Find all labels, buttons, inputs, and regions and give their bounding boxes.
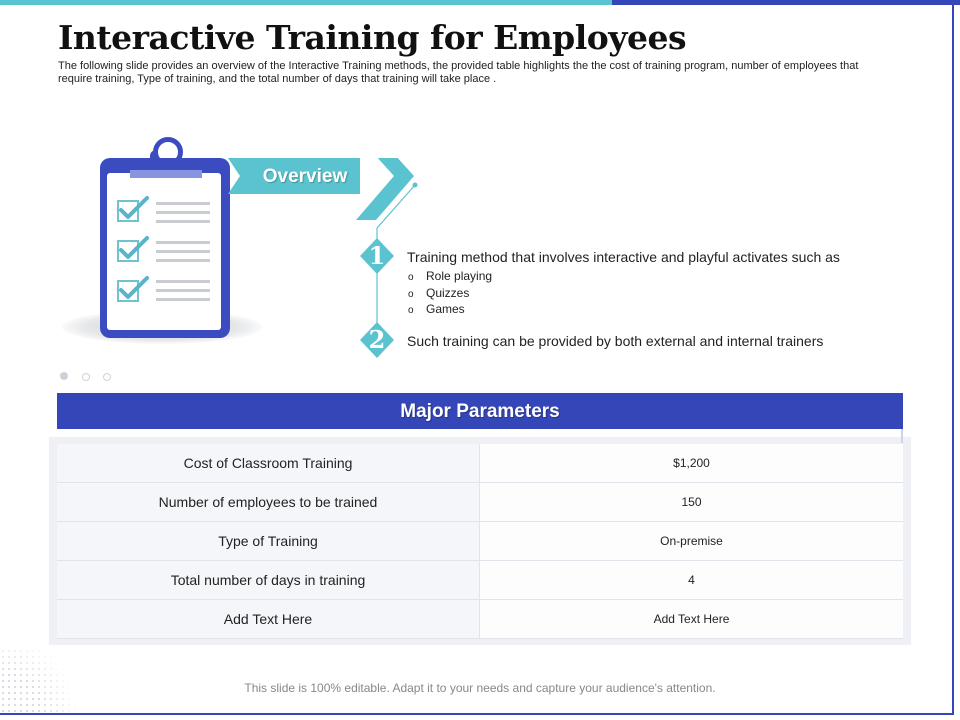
checklist-line — [156, 289, 210, 292]
checklist-line — [156, 250, 210, 253]
param-label: Number of employees to be trained — [57, 483, 480, 522]
check-mark-icon — [117, 194, 151, 222]
slide-footer: This slide is 100% editable. Adapt it to your needs and capture your audience's attention. — [244, 681, 716, 695]
step-1-text: Training method that involves interactive and playful activates such as — [407, 249, 840, 265]
table-row — [57, 444, 903, 483]
overview-label: Overview — [262, 166, 348, 187]
param-value: 4 — [480, 561, 904, 600]
param-value: 150 — [480, 483, 904, 522]
param-value: Add Text Here — [480, 600, 904, 639]
dot — [82, 373, 90, 381]
table-header-edge — [901, 429, 903, 443]
list-item — [408, 285, 492, 302]
table-row — [57, 600, 903, 639]
param-value: $1,200 — [480, 444, 904, 483]
slide-title: Interactive Training for Employees — [58, 18, 687, 57]
checklist-line — [156, 211, 210, 214]
table-row — [57, 561, 903, 600]
table-row — [57, 522, 903, 561]
step-1-number: 1 — [368, 241, 386, 270]
step-2-text: Such training can be provided by both external and internal trainers — [407, 333, 824, 349]
table-header: Major Parameters — [57, 393, 903, 429]
bullet-text: Role playing — [426, 269, 493, 283]
parameters-table — [57, 444, 903, 639]
param-label: Type of Training — [57, 522, 480, 561]
slide-subtitle: The following slide provides an overview of the Interactive Training methods, the provided table highlights the the cost of training program, number of employees that require training, Type of training, and the total number of days that training will take place . — [58, 60, 859, 85]
bullet-text: Games — [426, 302, 465, 316]
checklist-line — [156, 220, 210, 223]
list-item — [408, 301, 492, 318]
list-item — [408, 268, 492, 285]
slide-border-bottom — [0, 713, 954, 715]
bullet-text: Quizzes — [426, 285, 470, 300]
clipboard-clip-highlight — [130, 170, 202, 178]
checklist-line — [156, 259, 210, 262]
checklist-line — [156, 202, 210, 205]
param-label: Total number of days in training — [57, 561, 480, 600]
slide-border-right — [952, 5, 954, 714]
table-row — [57, 483, 903, 522]
param-label: Cost of Classroom Training — [57, 444, 480, 483]
step-2-number: 2 — [368, 325, 386, 354]
top-accent-bar-teal — [0, 0, 612, 5]
bullet-marker: o — [408, 272, 414, 283]
check-mark-icon — [117, 234, 151, 262]
param-label: Add Text Here — [57, 600, 480, 639]
checklist-line — [156, 241, 210, 244]
step-1-bullet-list — [408, 268, 492, 318]
top-accent-bar-blue — [612, 0, 960, 5]
bullet-marker: o — [408, 305, 414, 316]
checklist-line — [156, 280, 210, 283]
bullet-marker: o — [408, 288, 414, 300]
param-value: On-premise — [480, 522, 904, 561]
dot — [60, 372, 68, 380]
check-mark-icon — [117, 274, 151, 302]
checklist-line — [156, 298, 210, 301]
dot — [103, 373, 111, 381]
